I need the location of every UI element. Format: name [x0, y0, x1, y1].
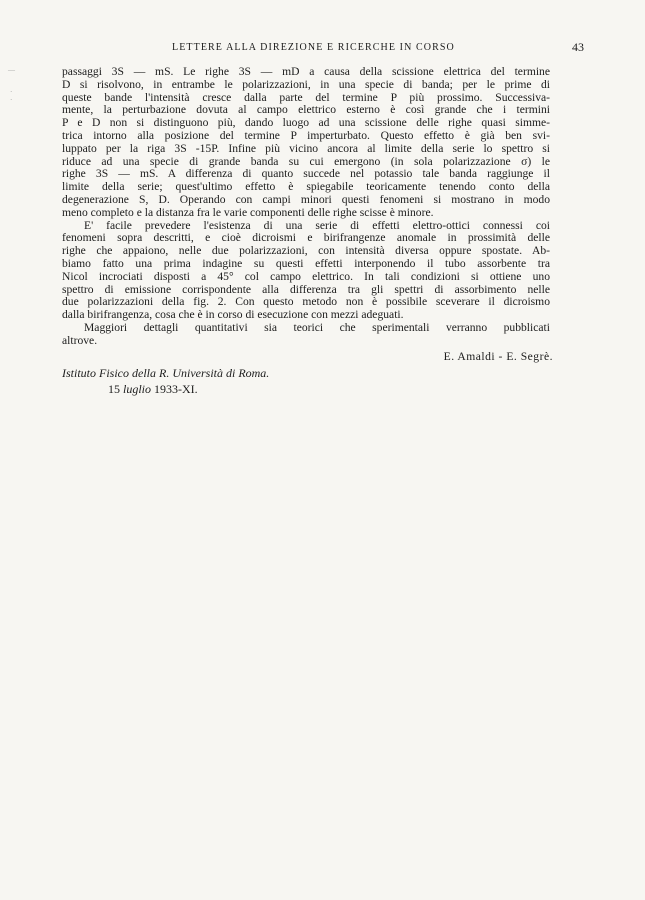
letter-date	[108, 382, 198, 397]
letter-body	[62, 66, 550, 348]
page-header	[172, 40, 584, 56]
text-line: riduce ad una specie di grande banda su cui emergono (in sola polarizzazione σ) le	[62, 154, 550, 168]
author-signature: E. Amaldi - E. Segrè.	[443, 350, 553, 363]
margin-mark: ·	[10, 96, 13, 104]
text-line: due polarizzazioni della fig. 2. Con questo metodo non è possibile sceverare il dicroismo	[62, 295, 550, 309]
text-line: limite della serie; quest'ultimo effetto è spiegabile teoricamente tenendo conto della	[62, 180, 550, 194]
text-line: biamo fatto una prima indagine su questi effetti interponendo il tubo assorbente tra	[62, 256, 550, 270]
paragraph-3	[62, 322, 550, 348]
text-line: P e D non si distinguono più, dando luogo ad una scissione delle righe quasi simme-	[62, 116, 550, 130]
date-day: 15	[108, 382, 120, 396]
text-line: D si risolvono, in entrambe le polarizzazioni, in una specie di banda; per le prime di	[62, 77, 550, 91]
text-line: trica intorno alla posizione del termine P imperturbato. Questo effetto è già ben svi-	[62, 128, 550, 142]
text-line: passaggi 3S — mS. Le righe 3S — mD a causa della scissione elettrica del termine	[62, 65, 550, 78]
text-line: Maggiori dettagli quantitativi sia teorici che sperimentali verranno pubblicati	[84, 320, 550, 334]
paragraph-2	[62, 220, 550, 322]
text-line: queste bande l'intensità cresce dalla parte del termine P più prossimo. Successiva-	[62, 90, 550, 104]
text-line: mente, la perturbazione dovuta al campo elettrico esterno è così grande che i termini	[62, 103, 550, 117]
text-line: fenomeni sopra descritti, e cioè dicroismi e birifrangenze anomale in prossimità delle	[62, 231, 550, 245]
text-line: dalla birifrangenza, cosa che è in corso di esecuzione con mezzi adeguati.	[62, 308, 404, 322]
text-line: Nicol incrociati disposti a 45° col campo elettrico. In tali condizioni si ottiene uno	[62, 269, 550, 283]
text-line: meno completo e la distanza fra le varie componenti delle righe scisse è minore.	[62, 205, 434, 219]
text-line: spettro di emissione corrispondente alla differenza tra gli spettri di assorbimento nelle	[62, 282, 550, 296]
paragraph-1	[62, 66, 550, 220]
text-line: degenerazione S, D. Operando con campi minori questi fenomeni si mostrano in modo	[62, 192, 550, 206]
text-line: righe 3S — mS. A differenza di quanto succede nel potassio tale banda raggiunge il	[62, 167, 550, 181]
date-year: 1933-XI.	[154, 382, 198, 396]
running-head: LETTERE ALLA DIREZIONE E RICERCHE IN CORSO	[172, 42, 455, 53]
date-month: luglio	[123, 382, 152, 396]
margin-mark: —	[8, 66, 15, 74]
text-line: luppato per la riga 3S -15P. Infine più vicino ancora al limite della serie lo spettro si	[62, 141, 550, 155]
text-line: altrove.	[62, 333, 98, 347]
page-number: 43	[572, 40, 584, 54]
text-line: E' facile prevedere l'esistenza di una serie di effetti elettro-ottici connessi coi	[84, 218, 550, 232]
institute-affiliation: Istituto Fisico della R. Università di Roma.	[62, 366, 270, 380]
margin-mark: ·	[10, 88, 13, 96]
text-line: righe che appaiono, nelle due polarizzazioni, con intensità diversa oppure spostate. Ab-	[62, 244, 550, 258]
